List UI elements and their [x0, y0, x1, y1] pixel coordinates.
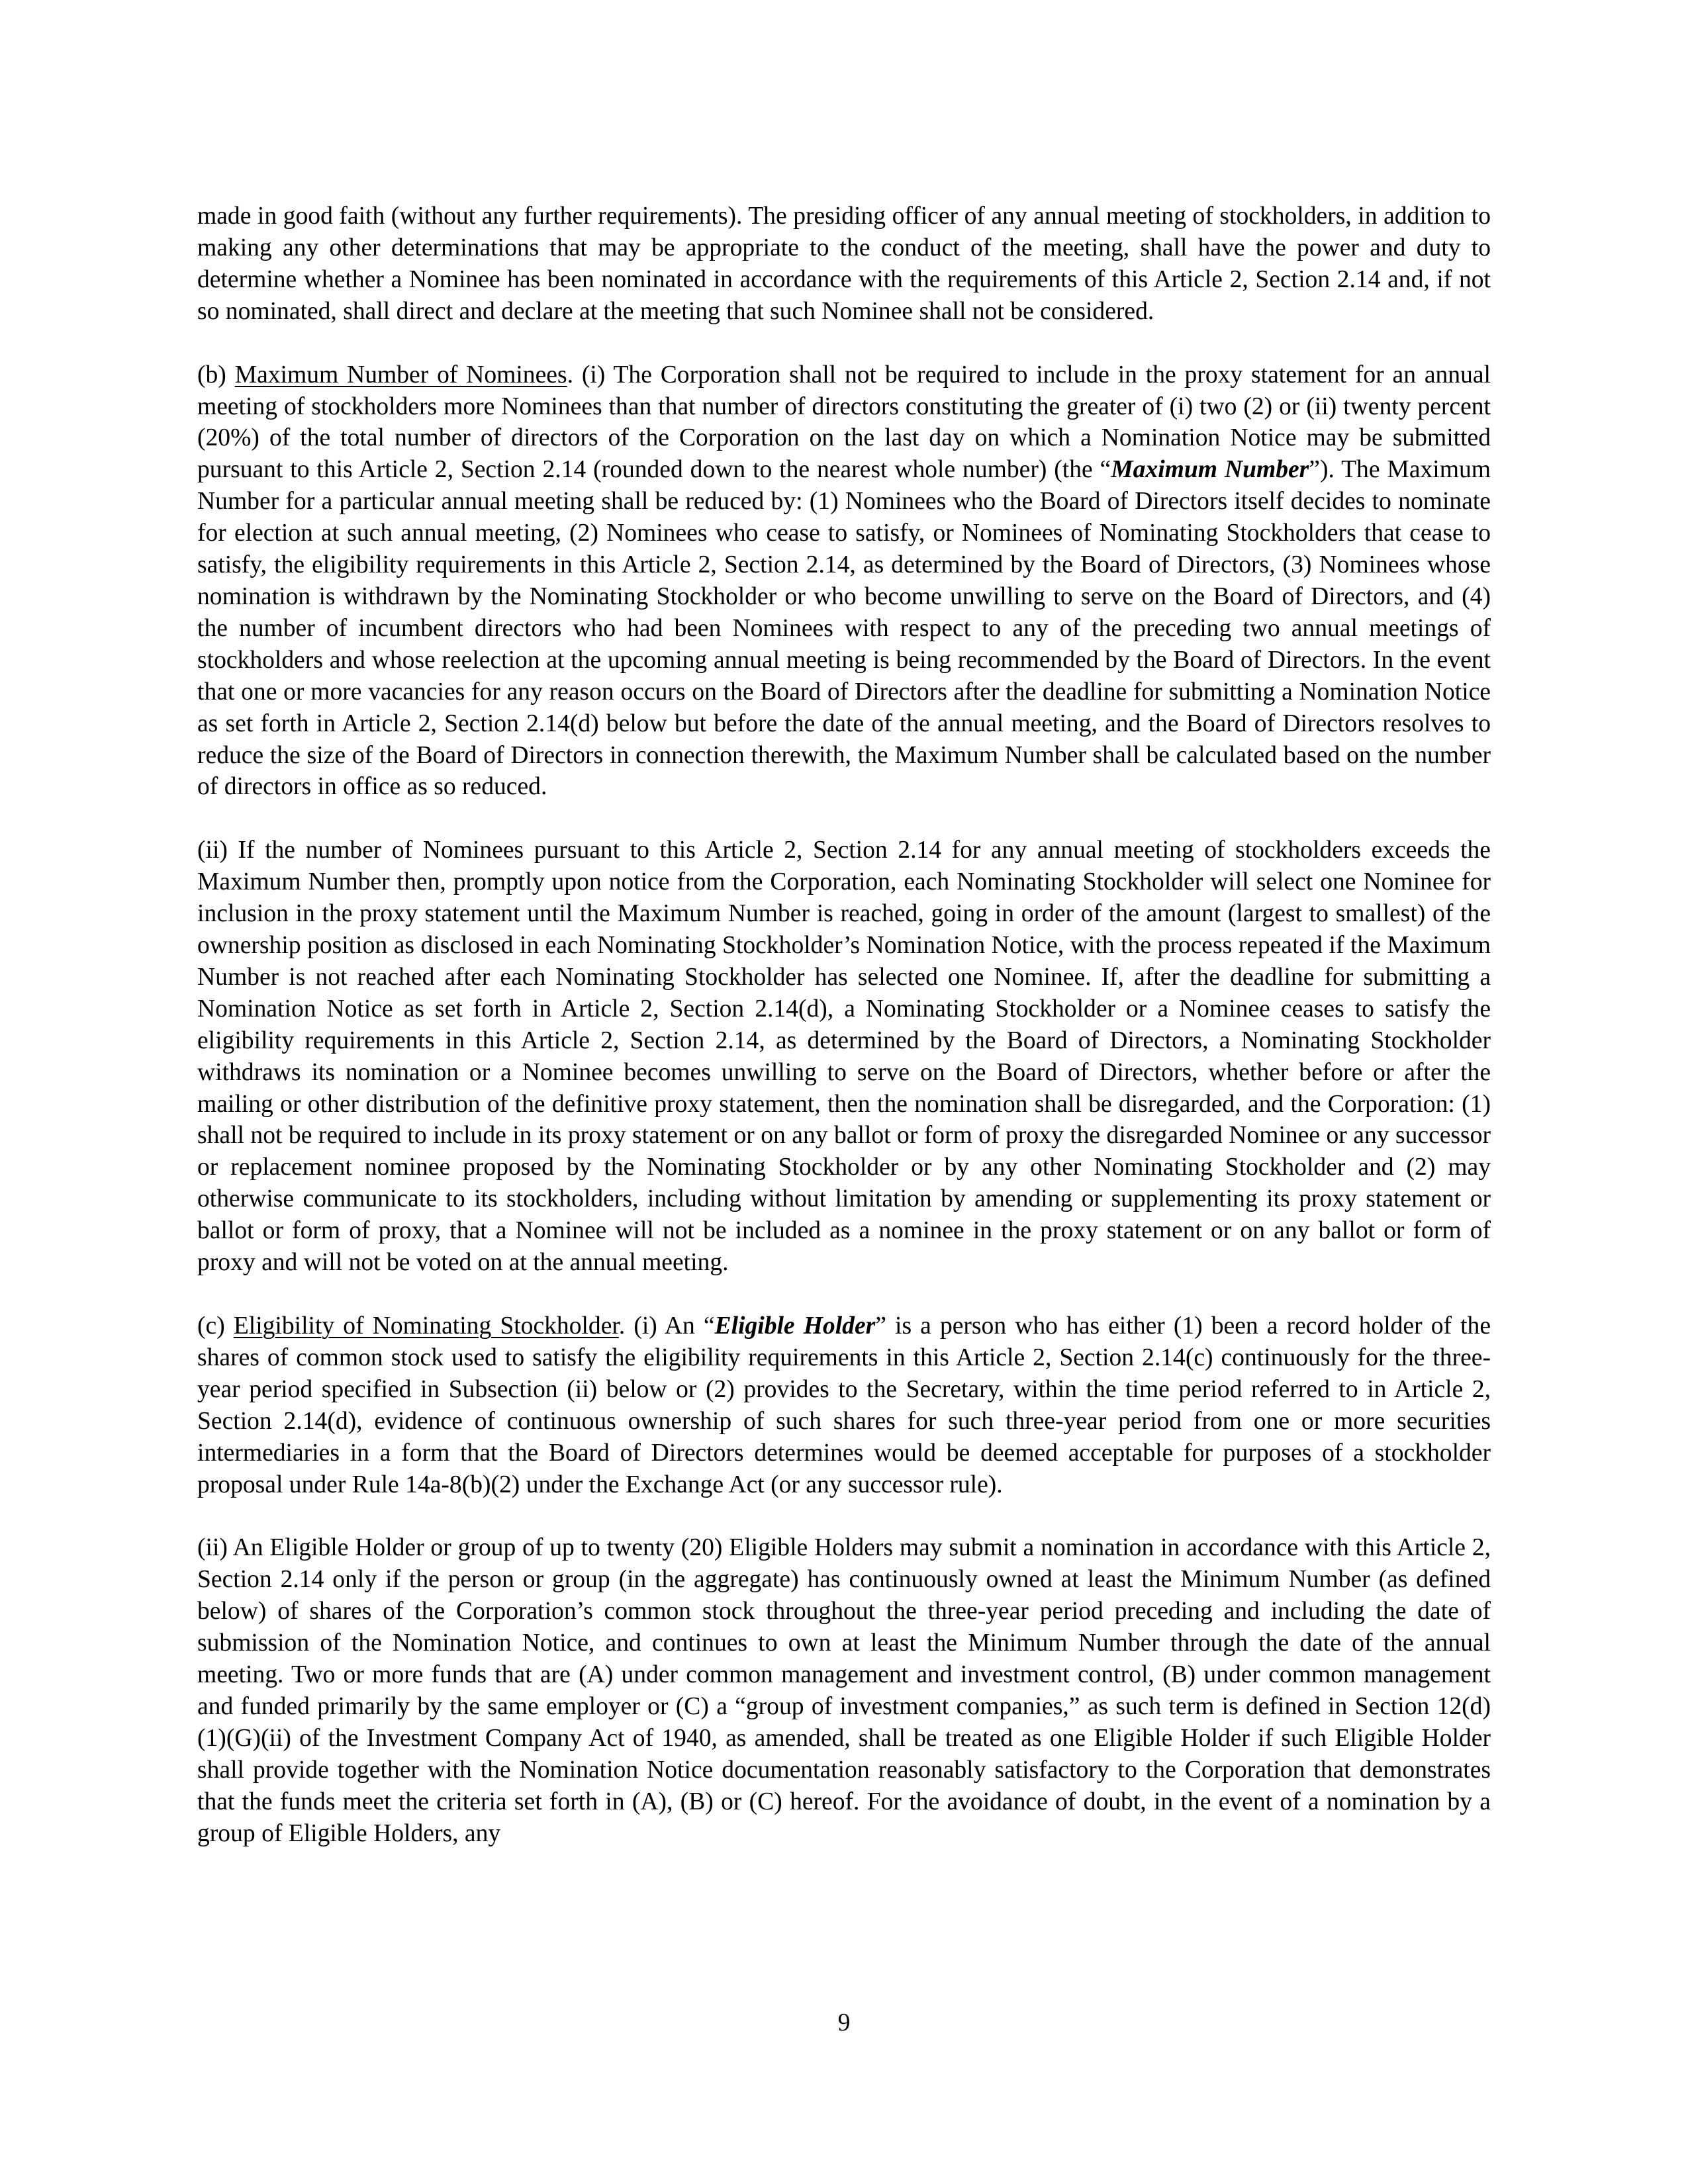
- paragraph-text: (ii) An Eligible Holder or group of up to twenty (20) Eligible Holders may submit a nomination in accordance with this Article 2, Section 2.14 only if the person or group (in the aggregate) has continuously owned at least the Minimum Number (as defined below) of shares of the Corporation’s common stock throughout the three-year period preceding and including the date of submission of the Nomination Notice, and continues to own at least the Minimum Number through the date of the annual meeting. Two or more funds that are (A) under common management and investment control, (B) under common management and funded primarily by the same employer or (C) a “group of investment companies,” as such term is defined in Section 12(d)(1)(G)(ii) of the Investment Company Act of 1940, as amended, shall be treated as one Eligible Holder if such Eligible Holder shall provide together with the Nomination Notice documentation reasonably satisfactory to the Corporation that demonstrates that the funds meet the criteria set forth in (A), (B) or (C) hereof. For the avoidance of doubt, in the event of a nomination by a group of Eligible Holders, any: [197, 1534, 1491, 1847]
- paragraph-text: (ii) If the number of Nominees pursuant to this Article 2, Section 2.14 for any annual meeting of stockholders exceeds the Maximum Number then, promptly upon notice from the Corporation, each Nominating Stockholder will select one Nominee for inclusion in the proxy statement until the Maximum Number is reached, going in order of the amount (largest to smallest) of the ownership position as disclosed in each Nominating Stockholder’s Nomination Notice, with the process repeated if the Maximum Number is not reached after each Nominating Stockholder has selected one Nominee. If, after the deadline for submitting a Nomination Notice as set forth in Article 2, Section 2.14(d), a Nominating Stockholder or a Nominee ceases to satisfy the eligibility requirements in this Article 2, Section 2.14, as determined by the Board of Directors, a Nominating Stockholder withdraws its nomination or a Nominee becomes unwilling to serve on the Board of Directors, whether before or after the mailing or other distribution of the definitive proxy statement, then the nomination shall be disregarded, and the Corporation: (1) shall not be required to include in its proxy statement or on any ballot or form of proxy the disregarded Nominee or any successor or replacement nominee proposed by the Nominating Stockholder or by any other Nominating Stockholder and (2) may otherwise communicate to its stockholders, including without limitation by amending or supplementing its proxy statement or ballot or form of proxy, that a Nominee will not be included as a nominee in the proxy statement or on any ballot or form of proxy and will not be voted on at the annual meeting.: [197, 837, 1491, 1277]
- section-heading: Maximum Number of Nominees: [234, 361, 567, 388]
- paragraph-eligibility-of-nominating-stockholder: [197, 1310, 1491, 1500]
- paragraph-prefix: (b): [197, 361, 235, 388]
- paragraph-eligible-holder-group: [197, 1532, 1491, 1849]
- paragraph-prefix: (c): [197, 1312, 234, 1340]
- paragraph-nominee-selection: [197, 835, 1491, 1279]
- section-heading: Eligibility of Nominating Stockholder: [233, 1312, 619, 1340]
- paragraph-text: . (i) The Corporation shall not be required to include in the proxy statement for an annual meeting of stockholders more Nominees than that number of directors constituting the greater of (i) two (2) or (ii) twenty percent (20%) of the total number of directors of the Corporation on the last day on which a Nomination Notice may be submitted pursuant to this Article 2, Section 2.14 (rounded down to the nearest whole number) (the “: [197, 361, 1491, 484]
- paragraph-maximum-number-of-nominees: [197, 359, 1491, 803]
- paragraph-text: ” is a person who has either (1) been a record holder of the shares of common stock used to satisfy the eligibility requirements in this Article 2, Section 2.14(c) continuously for the three-year period specified in Subsection (ii) below or (2) provides to the Secretary, within the time period referred to in Article 2, Section 2.14(d), evidence of continuous ownership of such shares for such three-year period from one or more securities intermediaries in a form that the Board of Directors determines would be deemed acceptable for purposes of a stockholder proposal under Rule 14a-8(b)(2) under the Exchange Act (or any successor rule).: [197, 1312, 1491, 1498]
- paragraph-continuation: [197, 201, 1491, 328]
- paragraph-text: made in good faith (without any further requirements). The presiding officer of any annual meeting of stockholders, in addition to making any other determinations that may be appropriate to the conduct of the meeting, shall have the power and duty to determine whether a Nominee has been nominated in accordance with the requirements of this Article 2, Section 2.14 and, if not so nominated, shall direct and declare at the meeting that such Nominee shall not be considered.: [197, 203, 1491, 325]
- page-number: 9: [837, 2009, 851, 2036]
- document-body: [197, 201, 1491, 1882]
- defined-term: Eligible Holder: [714, 1312, 876, 1340]
- paragraph-text: . (i) An “: [618, 1312, 715, 1340]
- paragraph-text: ”). The Maximum Number for a particular annual meeting shall be reduced by: (1) Nominees who the Board of Directors itself decides to nominate for election at such annual meeting, (2) Nominees who cease to satisfy, or Nominees of Nominating Stockholders that cease to satisfy, the eligibility requirements in this Article 2, Section 2.14, as determined by the Board of Directors, (3) Nominees whose nomination is withdrawn by the Nominating Stockholder or who become unwilling to serve on the Board of Directors, and (4) the number of incumbent directors who had been Nominees with respect to any of the preceding two annual meetings of stockholders and whose reelection at the upcoming annual meeting is being recommended by the Board of Directors. In the event that one or more vacancies for any reason occurs on the Board of Directors after the deadline for submitting a Nomination Notice as set forth in Article 2, Section 2.14(d) below but before the date of the annual meeting, and the Board of Directors resolves to reduce the size of the Board of Directors in connection therewith, the Maximum Number shall be calculated based on the number of directors in office as so reduced.: [197, 456, 1491, 801]
- defined-term: Maximum Number: [1111, 456, 1309, 484]
